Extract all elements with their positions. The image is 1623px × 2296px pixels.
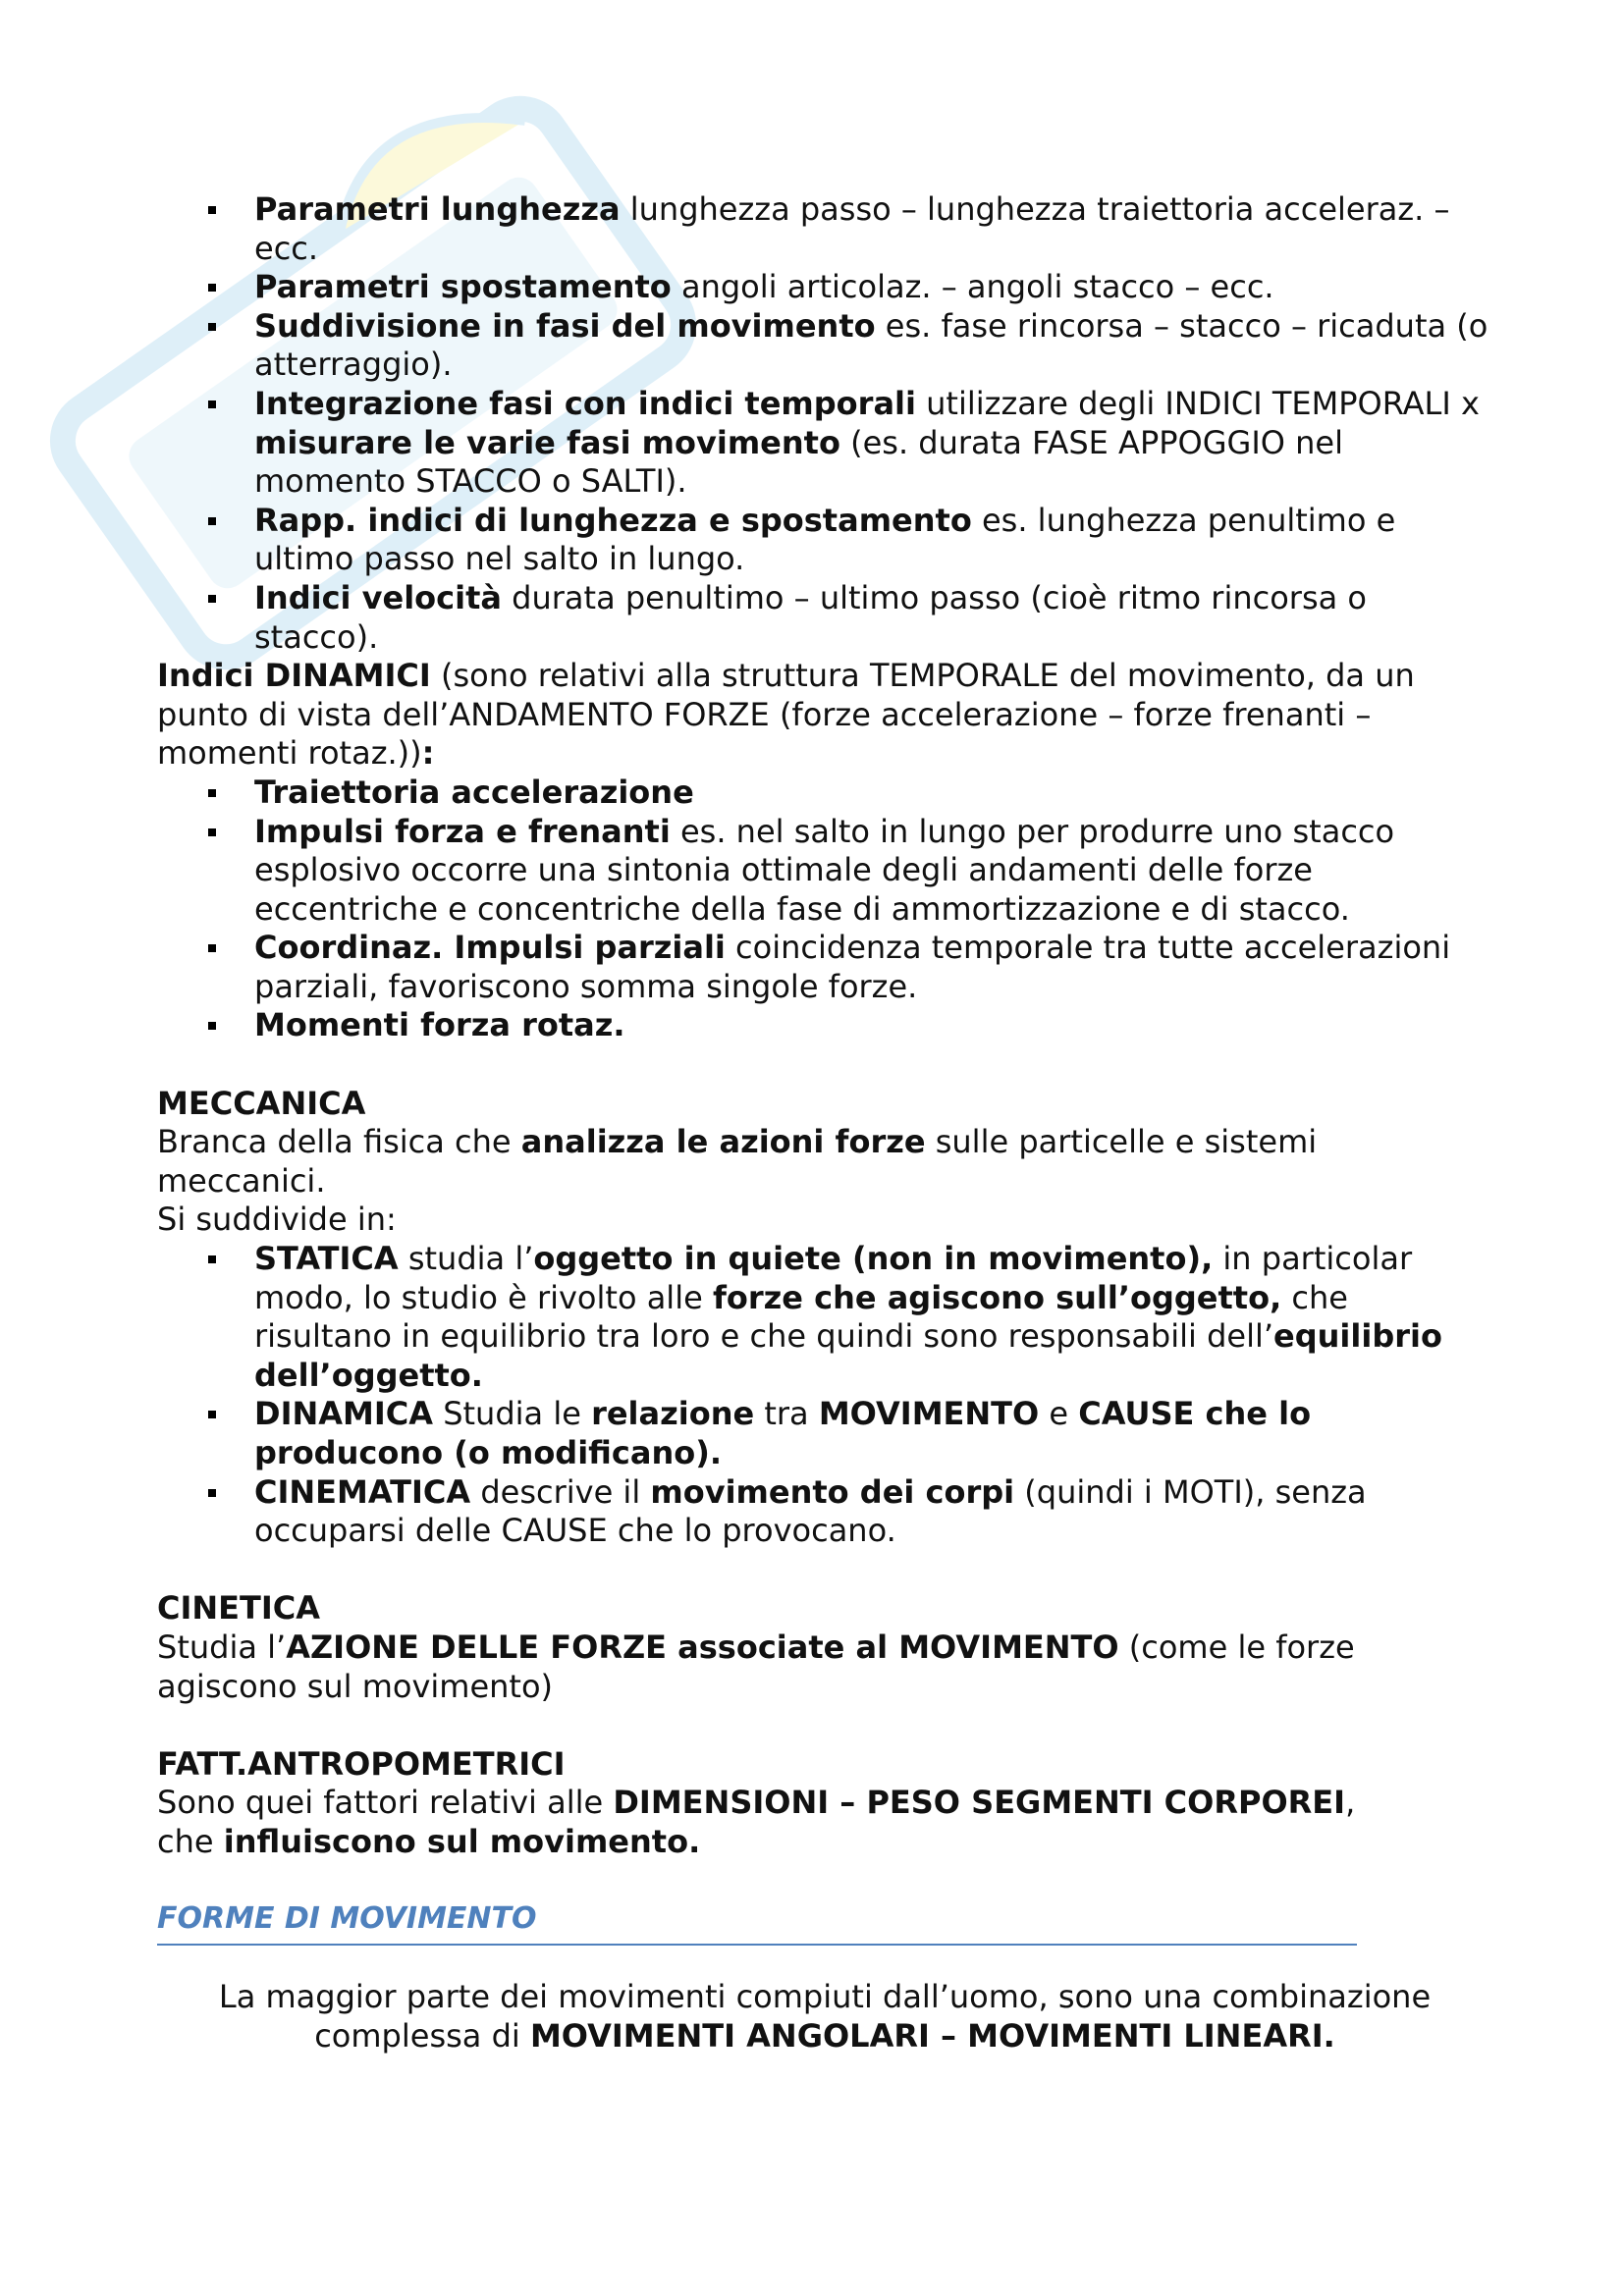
cinetica-heading: CINETICA xyxy=(157,1589,321,1628)
list-item: Integrazione fasi con indici temporali utilizzare degli INDICI TEMPORALI x misurare le varie fasi movimento (es. durata FASE APPOGGIO nel momento STACCO o SALTI). xyxy=(254,385,1492,502)
antropometrici-heading: FATT.ANTROPOMETRICI xyxy=(157,1744,566,1783)
list-item: Suddivisione in fasi del movimento es. fase rincorsa – stacco – ricaduta (o atterraggio). xyxy=(254,307,1492,385)
list-item: Coordinaz. Impulsi parziali coincidenza temporale tra tutte accelerazioni parziali, favoriscono somma singole forze. xyxy=(254,929,1492,1006)
forme-di-movimento-heading: FORME DI MOVIMENTO xyxy=(157,1900,537,1936)
list-item: Traiettoria accelerazione xyxy=(254,774,1492,813)
list-item: Parametri spostamento angoli articolaz. – angoli stacco – ecc. xyxy=(254,268,1492,307)
list-item: Parametri lunghezza lunghezza passo – lunghezza traiettoria acceleraz. – ecc. xyxy=(254,190,1492,268)
list-item: Rapp. indici di lunghezza e spostamento es. lunghezza penultimo e ultimo passo nel salto in lungo. xyxy=(254,502,1492,579)
list-item: Impulsi forza e frenanti es. nel salto in lungo per produrre uno stacco esplosivo occorre una sintonia ottimale degli andamenti delle forze eccentriche e concentriche della fase di ammortizzazione e di stacco. xyxy=(254,813,1492,930)
indici-dinamici-paragraph: Indici DINAMICI (sono relativi alla struttura TEMPORALE del movimento, da un punto di vista dell’ANDAMENTO FORZE (forze accelerazione – forze frenanti – momenti rotaz.)): xyxy=(157,657,1415,773)
list-item: Indici velocità durata penultimo – ultimo passo (cioè ritmo rincorsa o stacco). xyxy=(254,579,1492,657)
list-item-cinematica: CINEMATICA descrive il movimento dei corpi (quindi i MOTI), senza occuparsi delle CAUSE che lo provocano. xyxy=(254,1473,1492,1551)
meccanica-subtitle: Si suddivide in: xyxy=(157,1201,397,1239)
list-item-statica: STATICA studia l’oggetto in quiete (non in movimento), in particolar modo, lo studio è rivolto alle forze che agiscono sull’oggetto, che risultano in equilibrio tra loro e che quindi sono responsabili dell’equilibrio dell’oggetto. xyxy=(254,1240,1492,1395)
meccanica-list xyxy=(157,1240,1492,1551)
antropometrici-paragraph: Sono quei fattori relativi alle DIMENSIONI – PESO SEGMENTI CORPOREI, che influiscono sul movimento. xyxy=(157,1784,1356,1860)
cinetica-paragraph: Studia l’AZIONE DELLE FORZE associate al MOVIMENTO (come le forze agiscono sul movimento) xyxy=(157,1628,1355,1705)
document-page xyxy=(157,190,1492,2056)
list-item: Momenti forza rotaz. xyxy=(254,1006,1492,1045)
meccanica-heading: MECCANICA xyxy=(157,1084,366,1122)
parametri-list xyxy=(157,190,1492,657)
meccanica-paragraph: Branca della fisica che analizza le azioni forze sulle particelle e sistemi meccanici. xyxy=(157,1123,1318,1200)
forme-paragraph: La maggior parte dei movimenti compiuti dall’uomo, sono una combinazione complessa di MOVIMENTI ANGOLARI – MOVIMENTI LINEARI. xyxy=(218,1978,1432,2055)
list-item-dinamica: DINAMICA Studia le relazione tra MOVIMENTO e CAUSE che lo producono (o modificano). xyxy=(254,1395,1492,1472)
dinamici-list xyxy=(157,774,1492,1045)
heading-underline xyxy=(157,1944,1357,1946)
